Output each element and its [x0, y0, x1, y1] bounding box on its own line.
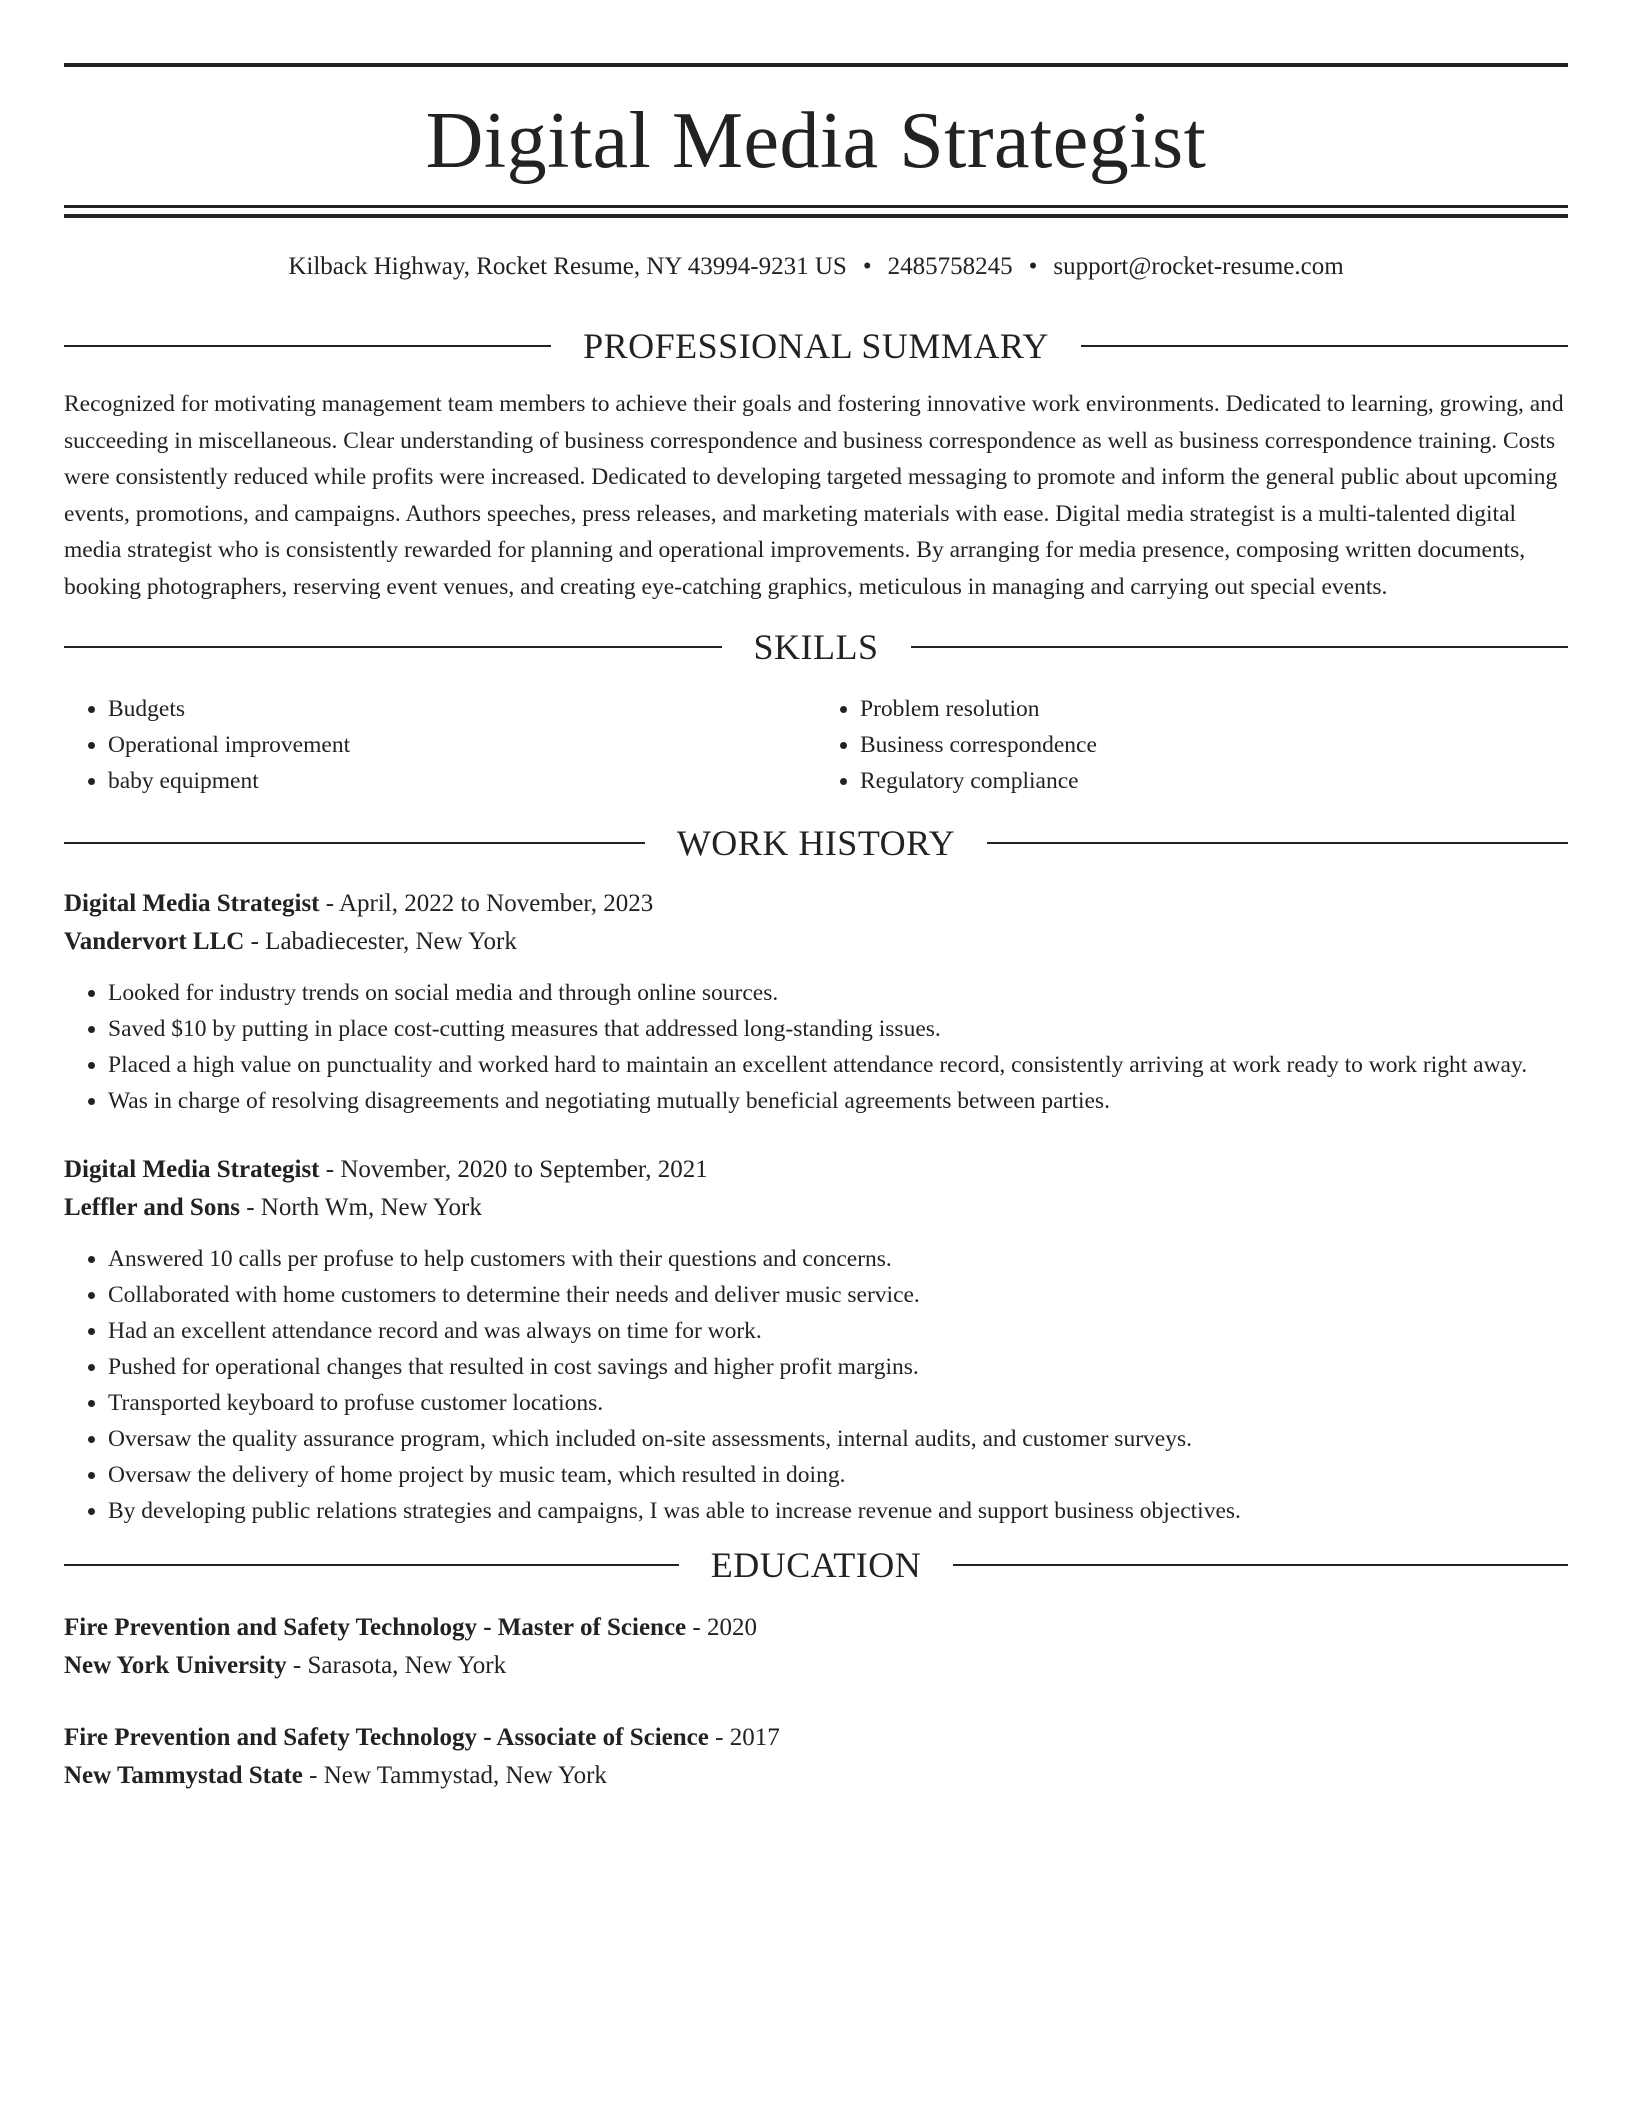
- work-title: WORK HISTORY: [676, 823, 956, 863]
- contact-phone: 2485758245: [887, 253, 1013, 280]
- heading-rule-left: [64, 842, 645, 844]
- job-bullet: • Looked for industry trends on social media and through online sources.: [108, 975, 1568, 1011]
- skills-title: SKILLS: [753, 627, 879, 667]
- skill-item: • baby equipment: [108, 763, 816, 799]
- contact-email: support@rocket-resume.com: [1053, 253, 1344, 280]
- job-bullet: • Pushed for operational changes that resulted in cost savings and higher profit margins.: [108, 1349, 1568, 1385]
- top-rule: [64, 63, 1568, 67]
- contact-separator: •: [1028, 253, 1038, 280]
- job-company-line: [64, 923, 1568, 961]
- job-bullet: • By developing public relations strategies and campaigns, I was able to increase revenue and support business objectives.: [108, 1493, 1568, 1529]
- heading-rule-right: [953, 1564, 1568, 1566]
- education-school-line: [64, 1757, 1568, 1795]
- job-location: - Labadiecester, New York: [244, 928, 517, 955]
- skill-item: • Budgets: [108, 691, 816, 727]
- heading-rule-right: [1081, 345, 1568, 347]
- job-title-line: [64, 1151, 1568, 1189]
- education-year: - 2017: [708, 1724, 780, 1751]
- summary-heading: [64, 326, 1568, 366]
- education-school: New Tammystad State: [64, 1762, 303, 1789]
- skills-list: [64, 691, 1568, 799]
- heading-rule-right: [911, 646, 1569, 648]
- job-bullet: • Oversaw the delivery of home project by music team, which resulted in doing.: [108, 1457, 1568, 1493]
- skills-column-right: [816, 691, 1568, 799]
- job-bullet: • Oversaw the quality assurance program, which included on-site assessments, internal audits, and customer surveys.: [108, 1421, 1568, 1457]
- job-bullet: • Collaborated with home customers to determine their needs and deliver music service.: [108, 1277, 1568, 1313]
- skills-heading: [64, 627, 1568, 667]
- education-degree: Fire Prevention and Safety Technology - Associate of Science: [64, 1724, 709, 1751]
- education-location: - New Tammystad, New York: [302, 1762, 607, 1789]
- education-entry: [64, 1609, 1568, 1685]
- skill-item: • Regulatory compliance: [860, 763, 1568, 799]
- job-bullet: • Placed a high value on punctuality and worked hard to maintain an excellent attendance record, consistently arriving at work ready to work right away.: [108, 1047, 1568, 1083]
- summary-title: PROFESSIONAL SUMMARY: [583, 326, 1049, 366]
- education-entry: [64, 1719, 1568, 1795]
- education-location: - Sarasota, New York: [286, 1652, 507, 1679]
- job-bullets: [64, 975, 1568, 1119]
- skill-item: • Operational improvement: [108, 727, 816, 763]
- job-company: Leffler and Sons: [64, 1194, 240, 1221]
- education-school-line: [64, 1647, 1568, 1685]
- heading-rule-left: [64, 345, 551, 347]
- heading-rule-left: [64, 646, 722, 648]
- job-company-line: [64, 1189, 1568, 1227]
- job-bullet: • Transported keyboard to profuse customer locations.: [108, 1385, 1568, 1421]
- job-bullet: • Had an excellent attendance record and was always on time for work.: [108, 1313, 1568, 1349]
- job-location: - North Wm, New York: [239, 1194, 482, 1221]
- job-company: Vandervort LLC: [64, 928, 245, 955]
- job-role: Digital Media Strategist: [64, 890, 320, 917]
- education-heading: [64, 1545, 1568, 1585]
- job-bullet: • Saved $10 by putting in place cost-cutting measures that addressed long-standing issues.: [108, 1011, 1568, 1047]
- summary-text: Recognized for motivating management team members to achieve their goals and fostering innovative work environments. Dedicated to learning, growing, and succeeding in miscellaneous. Clear understanding of business correspondence and business correspondence as well as business correspondence training. Costs were consistently reduced while profits were increased. Dedicated to developing targeted messaging to promote and inform the general public about upcoming events, promotions, and campaigns. Authors speeches, press releases, and marketing materials with ease. Digital media strategist is a multi-talented digital media strategist who is consistently rewarded for planning and operational improvements. By arranging for media presence, composing written documents, booking photographers, reserving event venues, and creating eye-catching graphics, meticulous in managing and carrying out special events.: [64, 391, 1564, 600]
- job-dates: - November, 2020 to September, 2021: [319, 1156, 708, 1183]
- skill-item: • Business correspondence: [860, 727, 1568, 763]
- heading-rule-left: [64, 1564, 679, 1566]
- name-double-rule: [64, 205, 1568, 218]
- education-degree-line: [64, 1609, 1568, 1647]
- education-school: New York University: [64, 1652, 287, 1679]
- job-bullets: [64, 1241, 1568, 1529]
- education-title: EDUCATION: [710, 1545, 922, 1585]
- contact-address: Kilback Highway, Rocket Resume, NY 43994-9231 US: [288, 253, 847, 280]
- contact-line: [64, 252, 1568, 282]
- education-degree: Fire Prevention and Safety Technology - Master of Science: [64, 1614, 687, 1641]
- education-degree-line: [64, 1719, 1568, 1757]
- job-entry: [64, 885, 1568, 1119]
- education-year: - 2020: [686, 1614, 757, 1641]
- job-role: Digital Media Strategist: [64, 1156, 320, 1183]
- job-dates: - April, 2022 to November, 2023: [319, 890, 654, 917]
- contact-separator: •: [862, 253, 872, 280]
- job-title-line: [64, 885, 1568, 923]
- job-bullet: • Was in charge of resolving disagreements and negotiating mutually beneficial agreements between parties.: [108, 1083, 1568, 1119]
- skill-item: • Problem resolution: [860, 691, 1568, 727]
- heading-rule-right: [987, 842, 1568, 844]
- resume-name: Digital Media Strategist: [425, 97, 1207, 185]
- job-entry: [64, 1151, 1568, 1529]
- job-bullet: • Answered 10 calls per profuse to help customers with their questions and concerns.: [108, 1241, 1568, 1277]
- skills-column-left: [64, 691, 816, 799]
- work-heading: [64, 823, 1568, 863]
